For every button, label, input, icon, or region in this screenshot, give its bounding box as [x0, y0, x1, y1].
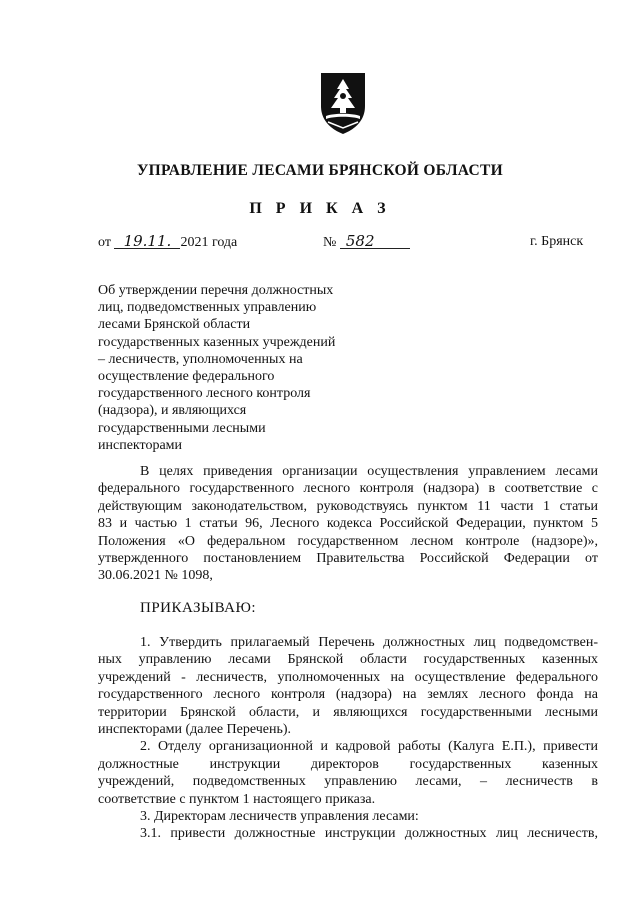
- item-line: государственного лесного контроля (надзора) на землях лесного фонда на: [98, 687, 598, 703]
- item-line: 2. Отделу организационной и кадровой работы (Калуга Е.П.), привести: [140, 739, 598, 755]
- preamble-line: Положения «О федеральном государственном лесном контроле (надзоре)»,: [98, 533, 598, 549]
- organization-title: УПРАВЛЕНИЕ ЛЕСАМИ БРЯНСКОЙ ОБЛАСТИ: [136, 162, 504, 179]
- subject-line: – лесничеств, уполномоченных на: [98, 351, 303, 367]
- item-line: 1. Утвердить прилагаемый Перечень должностных лиц подведомствен-: [140, 635, 598, 650]
- item-line: должностные инструкции директоров государственных казенных: [98, 756, 598, 772]
- orders-heading: ПРИКАЗЫВАЮ:: [140, 600, 257, 616]
- order-items: [98, 634, 598, 843]
- number-label: №: [323, 235, 337, 250]
- preamble-line: В целях приведения организации осуществления управлением лесами: [140, 464, 598, 479]
- subject-line: государственного лесного контроля: [98, 386, 311, 402]
- item-line: 3.1. привести должностные инструкции должностных лиц лесничеств,: [140, 826, 598, 842]
- city: г. Брянск: [530, 234, 584, 249]
- preamble-line: утвержденного постановлением Правительства Российской Федерации от: [98, 551, 598, 567]
- item-line: 3. Директорам лесничеств управления лесами:: [140, 809, 419, 825]
- bryansk-coat-of-arms-icon: [318, 70, 368, 136]
- preamble-line: федерального государственного лесного контроля (надзора) в соответствие с: [98, 481, 598, 497]
- handwritten-number: 582: [340, 234, 410, 249]
- subject-line: государственными лесными: [98, 420, 266, 436]
- subject-line: Об утверждении перечня должностных: [98, 283, 334, 298]
- preamble: [98, 463, 598, 585]
- subject-line: осуществление федерального: [98, 369, 275, 385]
- subject-line: лесами Брянской области: [98, 317, 251, 333]
- item-line: соответствие с пунктом 1 настоящего приказа.: [98, 791, 376, 807]
- preamble-line: 30.06.2021 № 1098,: [98, 568, 213, 584]
- subject-line: (надзора), и являющихся: [98, 403, 247, 419]
- item-line: ных управлению лесами Брянской области государственных казенных: [98, 652, 598, 668]
- subject-line: лиц, подведомственных управлению: [98, 300, 317, 316]
- preamble-line: действующим законодательством, руководствуясь пунктом 11 части 1 статьи: [98, 498, 598, 514]
- subject-line: государственных казенных учреждений: [98, 334, 336, 350]
- subject-line: инспекторами: [98, 437, 183, 453]
- item-line: инспекторами (далее Перечень).: [98, 722, 292, 738]
- order-number: [323, 234, 410, 251]
- order-date: [98, 234, 237, 251]
- item-line: учреждений, подведомственных управлению лесами, – лесничеств в: [98, 774, 598, 790]
- from-label: от: [98, 235, 111, 250]
- handwritten-date: 19.11.: [114, 234, 180, 249]
- item-line: учреждений - лесничеств, уполномоченных на осуществление федерального: [98, 669, 598, 685]
- preamble-line: 83 и частью 1 статьи 96, Лесного кодекса Российской Федерации, пунктом 5: [98, 516, 598, 532]
- item-line: территории Брянской области, и являющихся государственными лесными: [98, 704, 598, 720]
- document-type: П Р И К А З: [249, 200, 391, 217]
- order-subject: [98, 282, 368, 454]
- year-text: 2021 года: [180, 235, 238, 250]
